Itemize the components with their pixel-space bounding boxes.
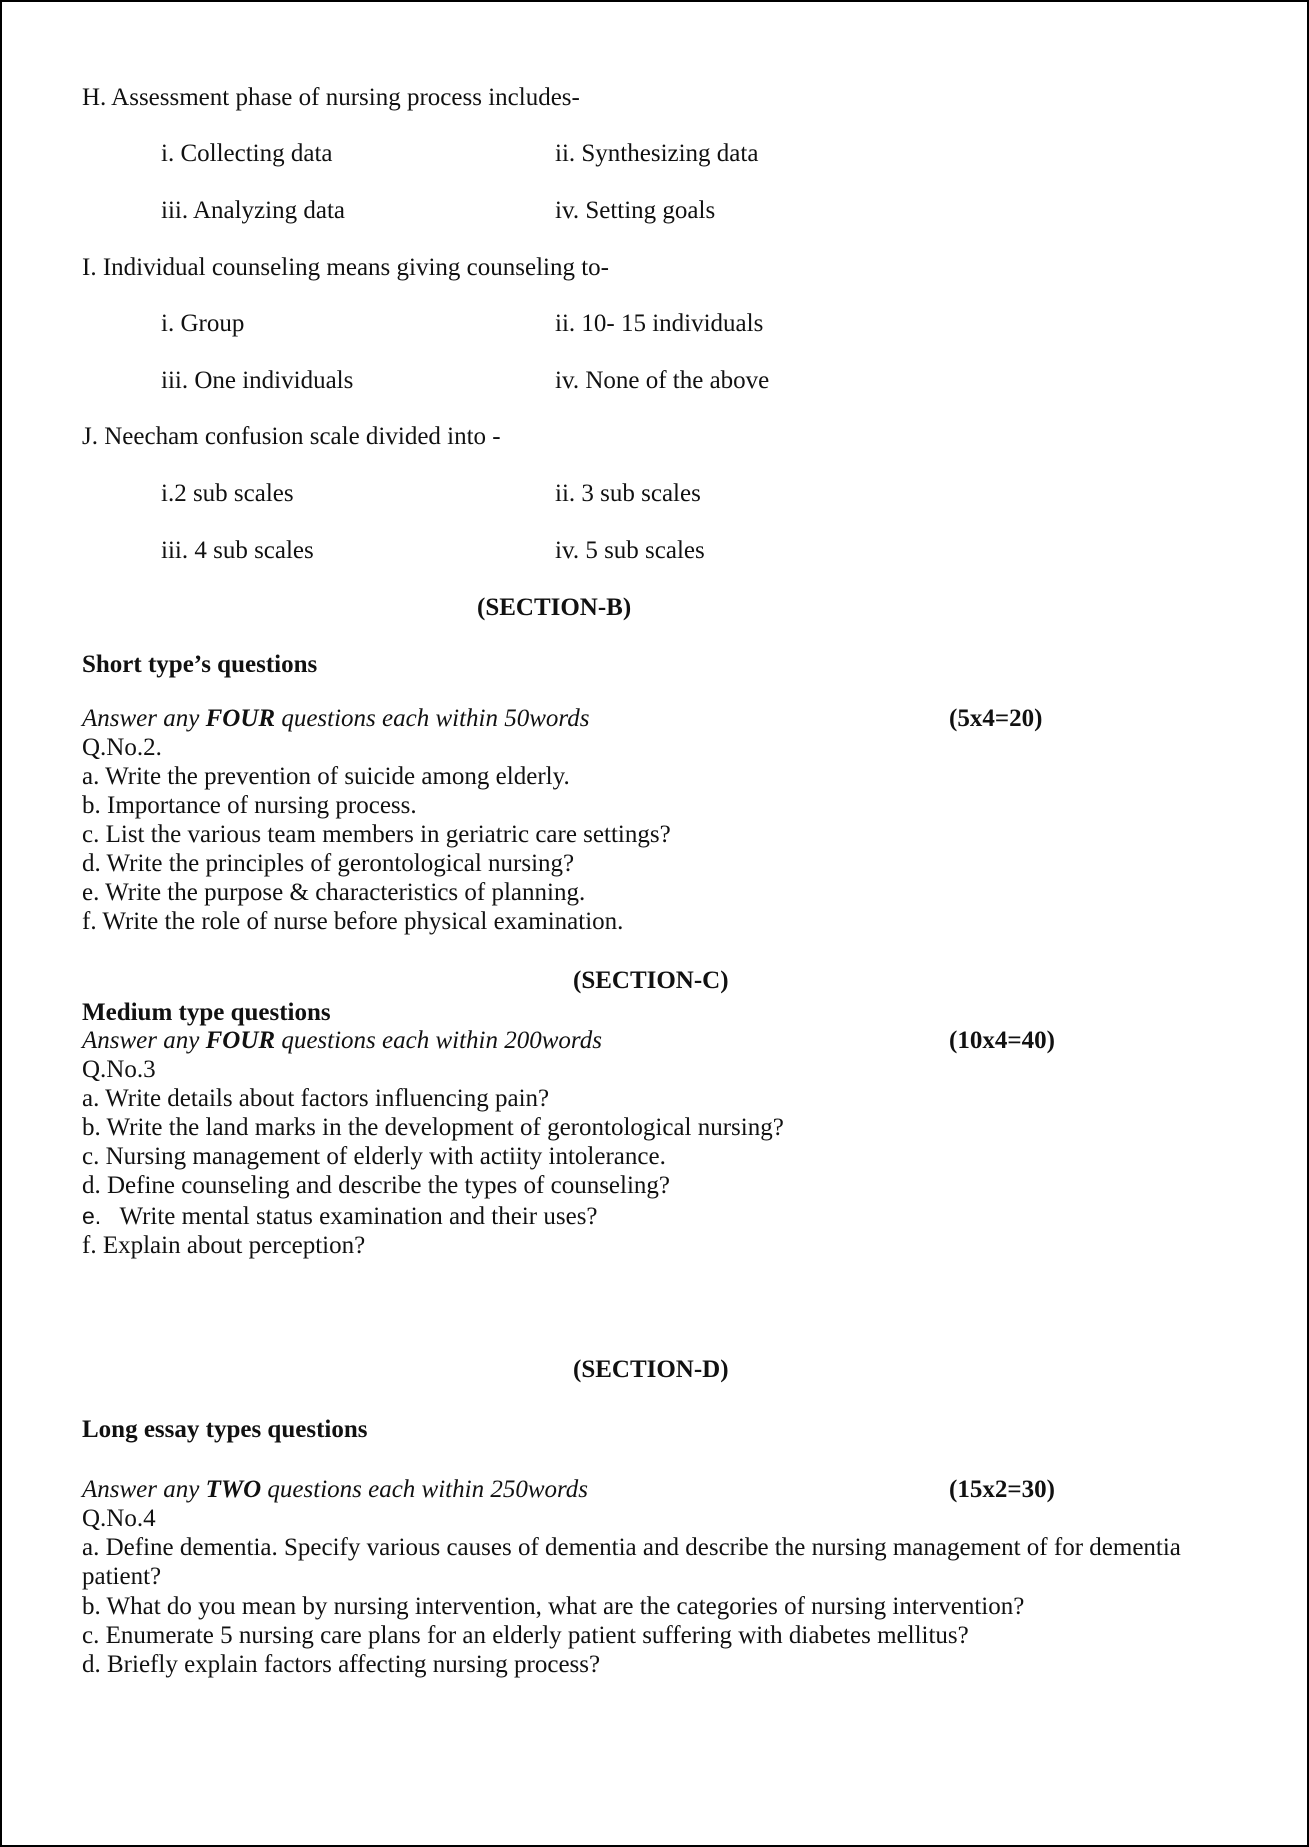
section-d-marks: (15x2=30) xyxy=(949,1476,1055,1503)
option-i-1: i. Group xyxy=(161,310,245,337)
section-c-title: Medium type questions xyxy=(82,999,331,1026)
section-d-item-c: c. Enumerate 5 nursing care plans for an elderly patient suffering with diabetes mellitus? xyxy=(82,1622,969,1649)
section-b-item-b: b. Importance of nursing process. xyxy=(82,792,417,819)
section-d-qno: Q.No.4 xyxy=(82,1505,156,1532)
option-h-1: i. Collecting data xyxy=(161,140,333,167)
section-c-item-e-text: Write mental status examination and their uses? xyxy=(119,1203,598,1230)
option-j-1: i.2 sub scales xyxy=(161,480,294,507)
option-j-2: ii. 3 sub scales xyxy=(555,480,701,507)
option-j-3: iii. 4 sub scales xyxy=(161,537,314,564)
section-b-item-f: f. Write the role of nurse before physical examination. xyxy=(82,908,624,935)
section-d-instruction: Answer any TWO questions each within 250words xyxy=(82,1476,589,1503)
option-i-3: iii. One individuals xyxy=(161,367,354,394)
section-b-marks: (5x4=20) xyxy=(949,705,1043,732)
section-c-heading: (SECTION-C) xyxy=(573,967,729,994)
section-b-qno: Q.No.2. xyxy=(82,734,162,761)
section-d-item-d: d. Briefly explain factors affecting nursing process? xyxy=(82,1651,601,1678)
section-c-item-e xyxy=(82,1201,598,1232)
section-c-item-a: a. Write details about factors influencing pain? xyxy=(82,1085,550,1112)
section-d-item-b: b. What do you mean by nursing intervention, what are the categories of nursing intervention? xyxy=(82,1593,1025,1620)
section-b-item-c: c. List the various team members in geriatric care settings? xyxy=(82,821,671,848)
option-i-4: iv. None of the above xyxy=(555,367,770,394)
question-j: J. Neecham confusion scale divided into - xyxy=(82,423,501,450)
section-b-title: Short type’s questions xyxy=(82,651,318,678)
question-h: H. Assessment phase of nursing process includes- xyxy=(82,84,580,111)
option-h-2: ii. Synthesizing data xyxy=(555,140,759,167)
section-c-qno: Q.No.3 xyxy=(82,1056,156,1083)
section-d-heading: (SECTION-D) xyxy=(573,1356,729,1383)
section-b-item-d: d. Write the principles of gerontological nursing? xyxy=(82,850,575,877)
section-d-title: Long essay types questions xyxy=(82,1416,368,1443)
section-c-marks: (10x4=40) xyxy=(949,1027,1055,1054)
section-d-item-a: a. Define dementia. Specify various causes of dementia and describe the nursing management of for dementia patient? xyxy=(82,1534,1181,1590)
option-h-3: iii. Analyzing data xyxy=(161,197,345,224)
option-i-2: ii. 10- 15 individuals xyxy=(555,310,764,337)
section-b-item-e: e. Write the purpose & characteristics of planning. xyxy=(82,879,586,906)
section-c-item-f: f. Explain about perception? xyxy=(82,1232,366,1259)
section-c-item-e-letter: e. xyxy=(82,1203,102,1229)
section-c-item-d: d. Define counseling and describe the types of counseling? xyxy=(82,1172,671,1199)
section-c-instruction: Answer any FOUR questions each within 200words xyxy=(82,1027,602,1054)
section-c-item-c: c. Nursing management of elderly with actiity intolerance. xyxy=(82,1143,666,1170)
section-b-instruction: Answer any FOUR questions each within 50words xyxy=(82,705,590,732)
option-h-4: iv. Setting goals xyxy=(555,197,716,224)
option-j-4: iv. 5 sub scales xyxy=(555,537,705,564)
section-b-heading: (SECTION-B) xyxy=(477,594,632,621)
section-b-item-a: a. Write the prevention of suicide among elderly. xyxy=(82,763,570,790)
section-c-item-b: b. Write the land marks in the development of gerontological nursing? xyxy=(82,1114,784,1141)
question-i: I. Individual counseling means giving counseling to- xyxy=(82,254,609,281)
